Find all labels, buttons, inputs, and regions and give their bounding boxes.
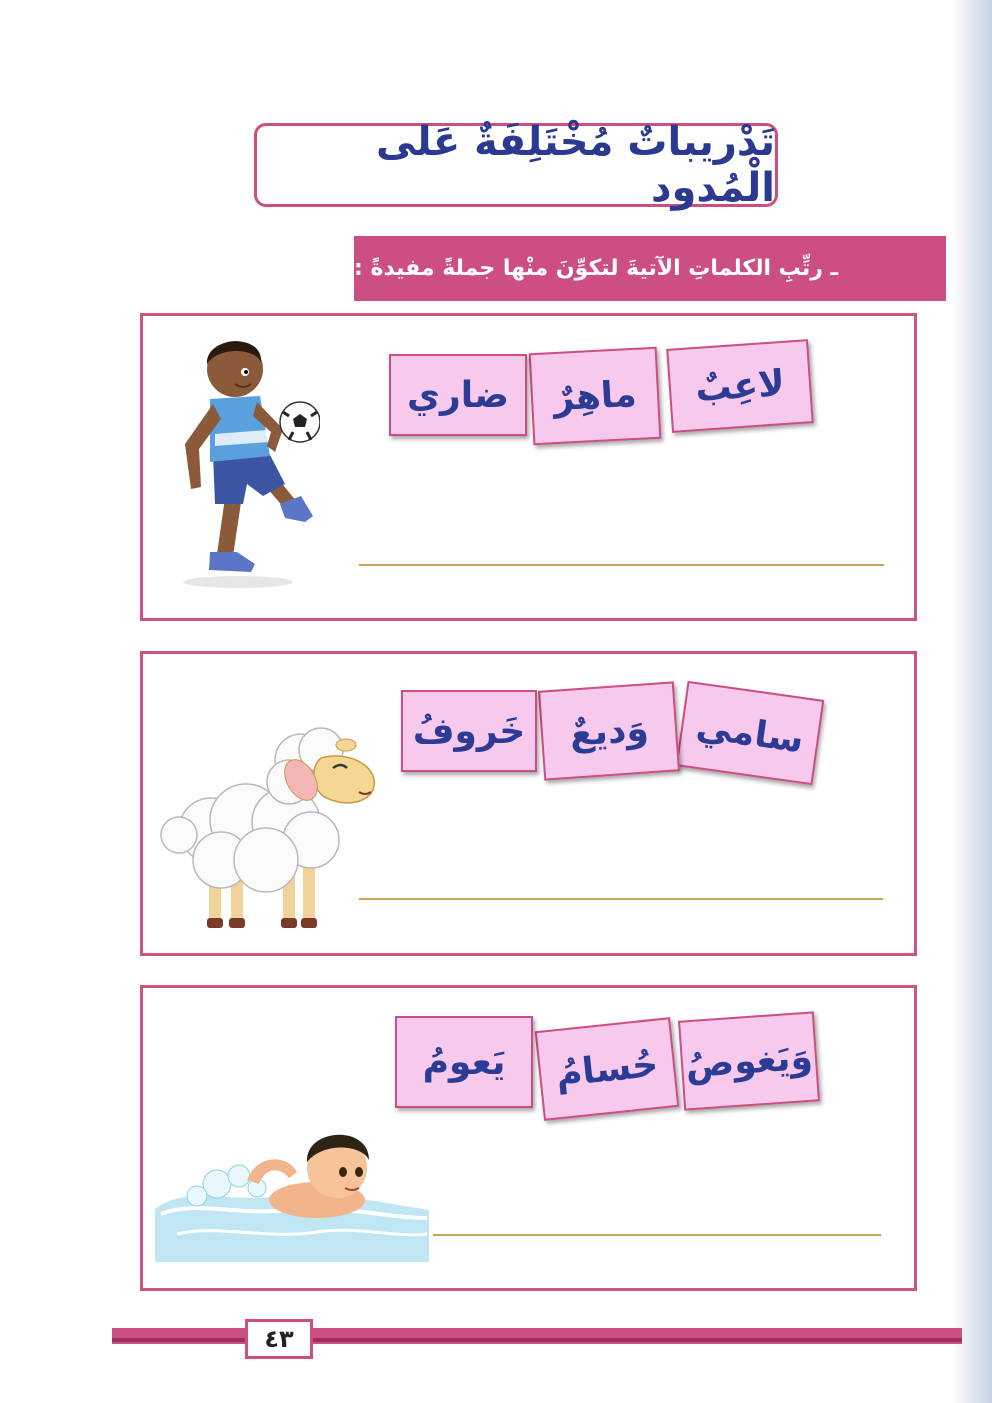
instruction-text: ـ رتِّبِ الكلماتِ الآتيةَ لتكوِّنَ منْها جملةً مفيدةً : (354, 256, 839, 281)
page-edge-shading (952, 0, 992, 1403)
page-number: ٤٣ (245, 1319, 313, 1359)
answer-line[interactable] (359, 564, 884, 566)
sheep-icon (151, 710, 386, 950)
boy-playing-football-icon (155, 324, 320, 594)
word-card[interactable]: وَيَغوصُ (678, 1011, 820, 1110)
answer-line[interactable] (359, 898, 883, 900)
word-card[interactable]: وَديعٌ (538, 681, 680, 780)
word-card[interactable]: ماهِرٌ (529, 347, 662, 446)
exercise-box-2 (140, 651, 917, 956)
footer-bar-shade (112, 1338, 962, 1342)
exercise-box-3 (140, 985, 917, 1291)
word-card[interactable]: حُسامُ (535, 1017, 680, 1121)
boy-swimming-icon (147, 1114, 432, 1264)
page-title: تَدْريباتٌ مُخْتَلِفَةٌ عَلى الْمُدود (376, 119, 775, 211)
word-card[interactable]: خَروفُ (401, 690, 537, 772)
exercise-box-1 (140, 313, 917, 621)
word-card[interactable]: ضاري (389, 354, 527, 436)
word-card[interactable]: لاعِبٌ (666, 339, 814, 433)
word-card[interactable]: يَعومُ (395, 1016, 533, 1108)
instruction-bar (354, 236, 946, 301)
answer-line[interactable] (433, 1234, 881, 1236)
title-box (254, 119, 778, 211)
word-card[interactable]: سامي (676, 681, 825, 785)
